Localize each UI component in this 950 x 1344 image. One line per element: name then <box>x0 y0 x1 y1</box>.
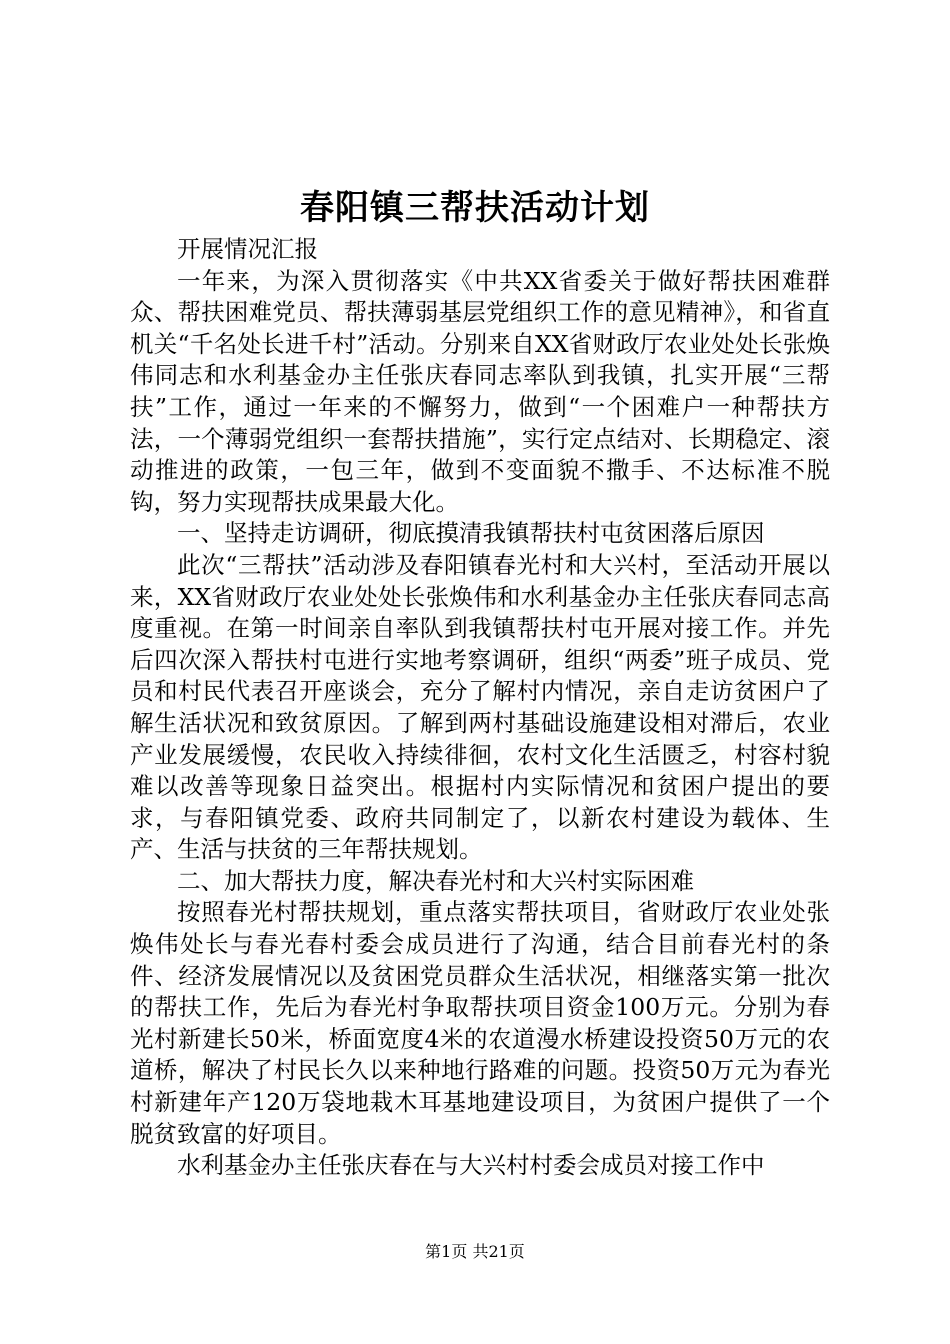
document-title: 春阳镇三帮扶活动计划 <box>300 188 650 228</box>
paragraph-heading-report: 开展情况汇报 <box>177 235 318 263</box>
paragraph-section-2: 按照春光村帮扶规划，重点落实帮扶项目，省财政厅农业处张焕伟处长与春光春村委会成员进行了沟通，结合目前春光村的条件、经济发展情况以及贫困党员群众生活状况，相继落实第一批次的帮扶工作，先后为春光村争取帮扶项目资金100万元。分别为春光村新建长50米，桥面宽度4米的农道漫水桥建设投资50万元的农道桥，解决了村民长久以来种地行路难的问题。投资50万元为春光村新建年产120万袋地栽木耳基地建设项目，为贫困户提供了一个脱贫致富的好项目。 <box>130 898 830 1148</box>
page-number-footer: 第1页 共21页 <box>425 1242 525 1261</box>
section-heading-2: 二、加大帮扶力度，解决春光村和大兴村实际困难 <box>177 866 694 895</box>
section-heading-1: 一、坚持走访调研，彻底摸清我镇帮扶村屯贫困落后原因 <box>177 519 765 548</box>
paragraph-section-1: 此次“三帮扶”活动涉及春阳镇春光村和大兴村，至活动开展以来，XX省财政厅农业处处长张焕伟和水利基金办主任张庆春同志高度重视。在第一时间亲自率队到我镇帮扶村屯开展对接工作。并先后四次深入帮扶村屯进行实地考察调研，组织“两委”班子成员、党员和村民代表召开座谈会，充分了解村内情况，亲自走访贫困户了解生活状况和致贫原因。了解到两村基础设施建设相对滞后，农业产业发展缓慢，农民收入持续徘徊，农村文化生活匮乏，村容村貌难以改善等现象日益突出。根据村内实际情况和贫困户提出的要求，与春阳镇党委、政府共同制定了，以新农村建设为载体、生产、生活与扶贫的三年帮扶规划。 <box>130 550 830 864</box>
paragraph-continued: 水利基金办主任张庆春在与大兴村村委会成员对接工作中 <box>177 1151 765 1180</box>
paragraph-intro: 一年来，为深入贯彻落实《中共XX省委关于做好帮扶困难群众、帮扶困难党员、帮扶薄弱基层党组织工作的意见精神》，和省直机关“千名处长进千村”活动。分别来自XX省财政厅农业处处长张焕伟同志和水利基金办主任张庆春同志率队到我镇，扎实开展“三帮扶”工作，通过一年来的不懈努力，做到“一个困难户一种帮扶方法，一个薄弱党组织一套帮扶措施”，实行定点结对、长期稳定、滚动推进的政策，一包三年，做到不变面貌不撒手、不达标准不脱钩，努力实现帮扶成果最大化。 <box>130 266 830 516</box>
document-body <box>130 234 830 1182</box>
